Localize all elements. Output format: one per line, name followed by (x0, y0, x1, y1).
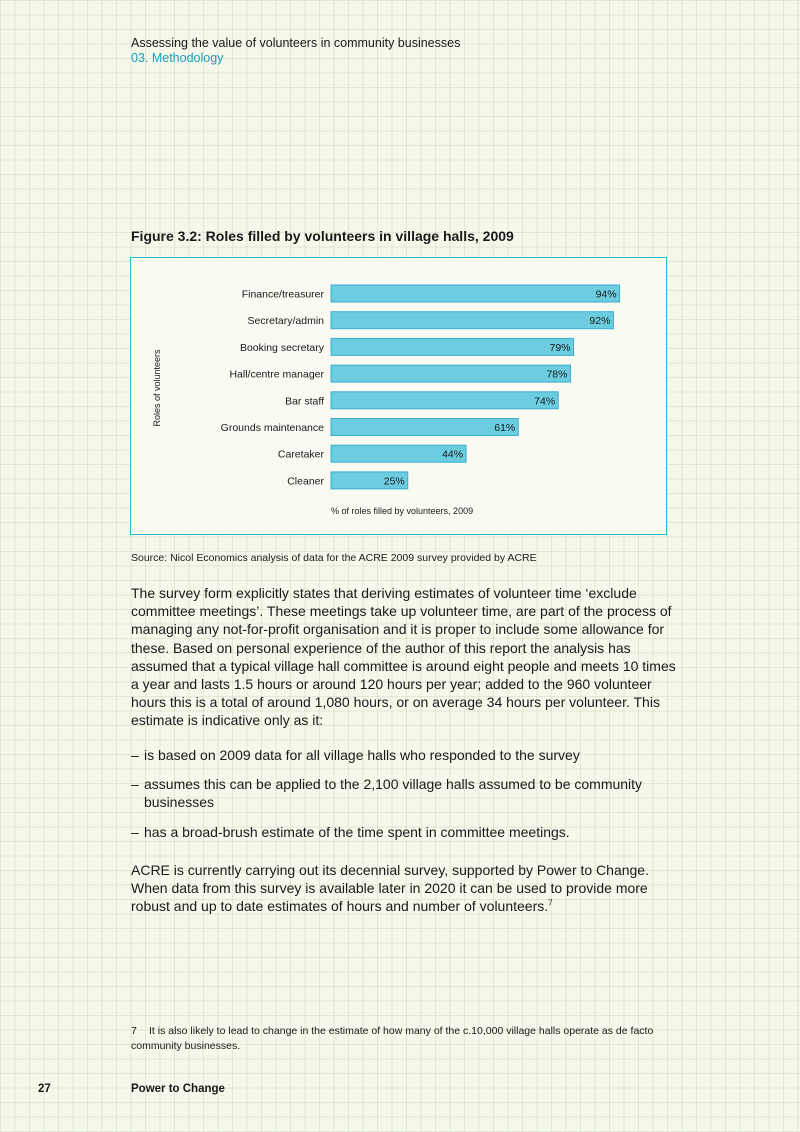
data-label: 74% (534, 395, 556, 408)
data-label: 25% (383, 475, 405, 488)
bar (331, 338, 574, 355)
page-number: 27 (38, 1083, 51, 1095)
category-label: Cleaner (287, 475, 324, 488)
bar (331, 285, 620, 302)
publisher-name: Power to Change (131, 1083, 225, 1095)
list-item-text: assumes this can be applied to the 2,100 village halls assumed to be community businesses (144, 776, 643, 811)
data-label: 79% (549, 341, 571, 354)
category-label: Hall/centre manager (229, 368, 324, 381)
list-item (131, 823, 676, 841)
list-item (131, 775, 676, 811)
category-label: Secretary/admin (247, 315, 324, 328)
category-label: Caretaker (277, 448, 324, 461)
chart-frame (130, 257, 667, 535)
bullet-list (131, 746, 676, 852)
footnote-reference[interactable]: 7 (548, 898, 553, 908)
footnote-number: 7 (131, 1025, 137, 1037)
body-paragraph-2 (131, 861, 676, 916)
category-label: Finance/treasurer (241, 288, 324, 301)
data-label: 44% (442, 448, 464, 461)
section-title: 03. Methodology (131, 51, 224, 65)
bullet-marker: – (131, 776, 139, 793)
document-title: Assessing the value of volunteers in community businesses (131, 36, 461, 50)
body-paragraph-1: The survey form explicitly states that deriving estimates of volunteer time ‘exclude committee meetings’. These meetings take up volunteer time, are part of the process of managing any not-for-profit organisation and it is proper to include some allowance for these. Based on personal experience of the author of this report the analysis has assumed that a typical village hall committee is around eight people and meets 10 times a year and lasts 1.5 hours or around 120 hours per year; added to the 960 volunteer hours this is a total of around 1,080 hours, or on average 34 hours per volunteer. This estimate is indicative only as it: (131, 585, 676, 729)
bar (331, 312, 613, 329)
body-paragraph-2-text: ACRE is currently carrying out its decennial survey, supported by Power to Change. When data from this survey is available later in 2020 it can be used to provide more robust and up to date estimates of hours and number of volunteers. (131, 862, 649, 915)
category-label: Booking secretary (239, 341, 324, 354)
category-label: Bar staff (285, 395, 324, 408)
list-item-text: has a broad-brush estimate of the time spent in committee meetings. (144, 823, 570, 840)
bullet-marker: – (131, 823, 139, 840)
footnote-text: It is also likely to lead to change in the estimate of how many of the c.10,000 village halls operate as de facto community businesses. (131, 1025, 654, 1052)
running-header (131, 36, 460, 66)
x-axis-label: % of roles filled by volunteers, 2009 (331, 506, 474, 516)
bar (331, 392, 558, 409)
y-axis-label: Roles of volunteers (152, 349, 162, 427)
figure-title: Figure 3.2: Roles filled by volunteers in village halls, 2009 (131, 228, 514, 244)
data-label: 78% (546, 368, 568, 381)
list-item (131, 746, 676, 764)
data-label: 94% (595, 288, 617, 301)
bullet-marker: – (131, 747, 139, 763)
data-label: 92% (589, 315, 611, 328)
bar-chart (131, 258, 668, 536)
data-label: 61% (494, 422, 516, 434)
footnote (131, 1024, 666, 1054)
figure-source: Source: Nicol Economics analysis of data for the ACRE 2009 survey provided by ACRE (131, 552, 537, 564)
list-item-text: is based on 2009 data for all village halls who responded to the survey (144, 747, 580, 763)
bar (331, 419, 518, 436)
bar (331, 365, 570, 382)
category-label: Grounds maintenance (220, 422, 324, 434)
